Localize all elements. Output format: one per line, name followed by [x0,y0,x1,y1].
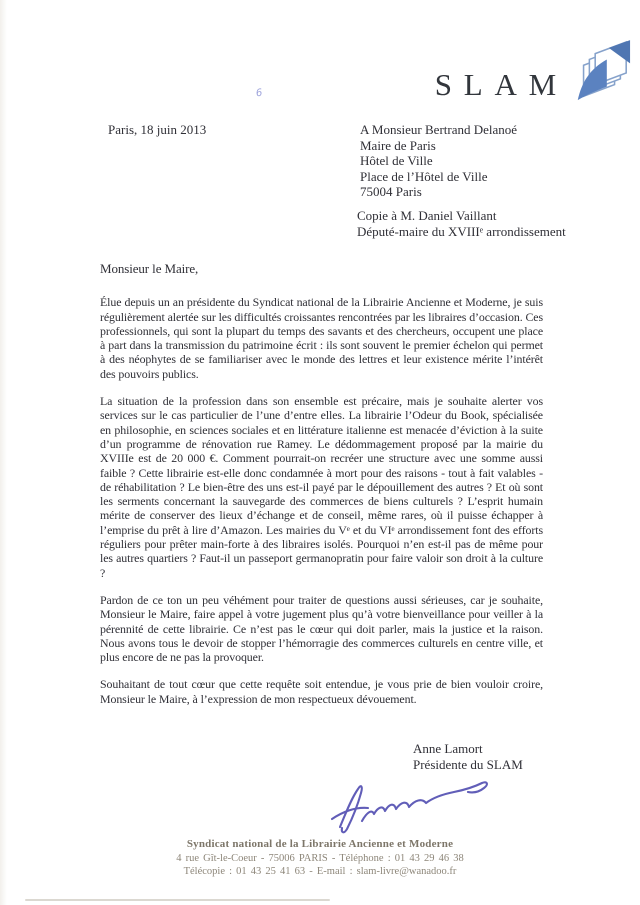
footer-organization: Syndicat national de la Librairie Ancienne et Moderne [186,838,454,850]
paragraph-3: Pardon de ce ton un peu véhément pour traiter de questions aussi sérieuses, car je souhaite, Monsieur le Maire, faire appel à votre jugement plus qu’à votre bienveillance pour veiller à la pérennité de cette librairie. Ce n’est pas le cœur qui doit parler, mais la justice et la raison. Nous avons tous le devoir de stopper l’hémorragie des commerces culturels en centre ville, et plus encore de ne pas la provoquer. [100,592,543,665]
copy-recipient-block [357,208,566,239]
copy-line: Député-maire du XVIIIᵉ arrondissement [357,223,566,239]
date-line: Paris, 18 juin 2013 [108,122,207,137]
recipient-line: A Monsieur Bertrand Delanoé [360,122,518,137]
paragraph-2: La situation de la profession dans son ensemble est précaire, mais je souhaite alerter vos services sur le cas particulier de l’une d’entre elles. La librairie l’Odeur du Book, spécialisée en philosophie, en sciences sociales et en littérature italienne est menacée d’éviction à la suite d’un programme de rénovation rue Ramey. Le dédommagement proposé par la mairie du XVIIIe est de 20 000 €. Comment pourrait-on recréer une structure avec une somme aussi faible ? Cette librairie est-elle donc condamnée à mort pour des raisons - tout à fait valables - de réhabilitation ? Le bien-être des uns est-il payé par le dépouillement des autres ? Et où sont les serments concernant la sauvegarde des commerces de biens culturels ? L’esprit humain mérite de conserver des lieux d’échange et de conseil, même rares, où il puisse échapper à l’emprise du prêt à lire d’Amazon. Les mairies du Vᵉ et du VIᵉ arrondissement font des efforts réguliers pour prêter main-forte à des libraires isolés. Pourquoi n’en est-il pas de même pour les autres quartiers ? Faut-il un passeport germanopratin pour faire valoir son droit à la culture ? [100,394,543,580]
paragraph-1: Élue depuis un an présidente du Syndicat national de la Librairie Ancienne et Moderne, je suis régulièrement alertée sur les difficultés croissantes rencontrées par les libraires d’occasion. Ces professionnels, qui sont la plupart du temps des savants et des chercheurs, occupent une place à part dans la transmission du patrimoine écrit : ils sont souvent le premier échelon qui permet à des néophytes de se familiariser avec le monde des lettres et leur existence mérite l’intérêt des pouvoirs publics. [100,295,543,381]
letterhead-footer [0,838,640,879]
recipient-address-block [360,122,517,200]
footer-contact: Télécopie : 01 43 25 41 63 - E-mail : slam-livre@wanadoo.fr [183,866,457,877]
footer-address: 4 rue Gît-le-Coeur - 75006 PARIS - Téléphone : 01 43 29 46 38 [176,852,464,864]
recipient-line: Maire de Paris [360,137,436,153]
signoff-name: Anne Lamort [413,741,483,756]
signoff-block [413,741,523,773]
salutation: Monsieur le Maire, [100,262,199,276]
signoff-title: Présidente du SLAM [413,757,523,772]
fanned-pages-icon [570,38,632,108]
slam-logo [435,38,632,108]
slam-wordmark: SLAM [434,66,568,102]
scan-bottom-artifact [25,899,330,901]
handwritten-signature [330,779,502,837]
recipient-line: Place de l’Hôtel de Ville [360,168,488,184]
recipient-line: 75004 Paris [360,184,422,200]
letter-body [100,262,543,736]
recipient-line: Hôtel de Ville [360,153,433,169]
pen-annotation-mark: 6 [255,87,264,100]
scan-edge-artifact [0,0,7,905]
copy-line: Copie à M. Daniel Vaillant [357,208,497,223]
paragraph-4: Souhaitant de tout cœur que cette requête soit entendue, je vous prie de bien vouloir croire, Monsieur le Maire, à l’expression de mon respectueux dévouement. [100,677,543,706]
